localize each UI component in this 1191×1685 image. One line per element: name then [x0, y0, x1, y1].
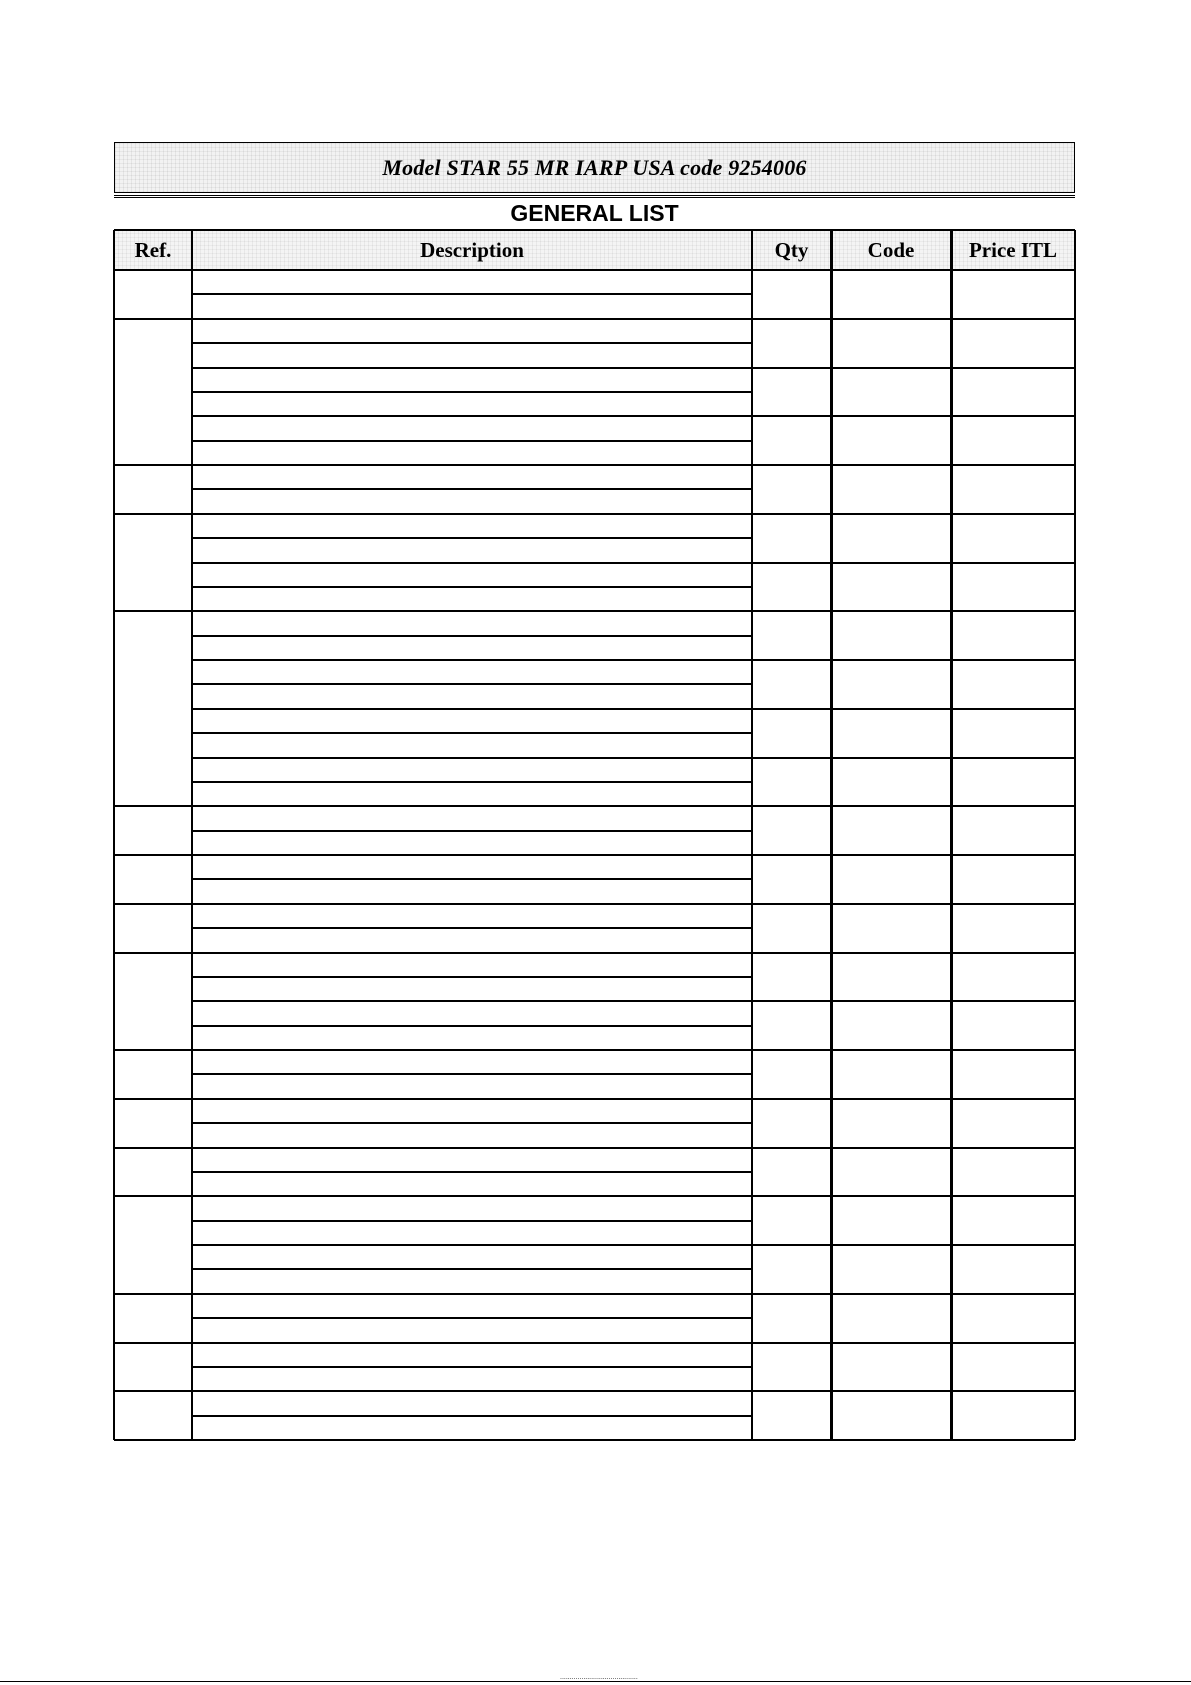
description-line — [196, 831, 748, 855]
table-right-border — [1074, 230, 1076, 1440]
ref-cell — [118, 514, 188, 612]
qty-cell — [756, 1050, 827, 1099]
price-cell — [955, 563, 1071, 612]
qty-cell — [756, 1148, 827, 1197]
description-line — [196, 1391, 748, 1415]
ref-cell — [118, 953, 188, 1051]
description-line — [196, 1416, 748, 1440]
price-cell — [955, 368, 1071, 417]
description-line — [196, 879, 748, 903]
description-line — [196, 1026, 748, 1050]
price-cell — [955, 953, 1071, 1002]
description-line — [196, 489, 748, 513]
qty-cell — [756, 465, 827, 514]
list-title: GENERAL LIST — [510, 200, 679, 226]
model-title: Model STAR 55 MR IARP USA code 9254006 — [382, 154, 807, 180]
description-line — [196, 368, 748, 392]
ref-cell — [118, 855, 188, 904]
footer-text: ........................................ — [560, 1674, 638, 1681]
qty-cell — [756, 514, 827, 563]
ref-cell — [118, 611, 188, 806]
code-cell — [835, 758, 947, 807]
code-cell — [835, 270, 947, 319]
code-cell — [835, 953, 947, 1002]
code-cell — [835, 319, 947, 368]
code-cell — [835, 1099, 947, 1148]
description-line — [196, 806, 748, 830]
qty-cell — [756, 904, 827, 953]
qty-cell — [756, 416, 827, 465]
price-cell — [955, 1148, 1071, 1197]
description-line — [196, 684, 748, 708]
column-header-price: Price ITL — [951, 230, 1075, 270]
price-cell — [955, 1001, 1071, 1050]
price-cell — [955, 514, 1071, 563]
price-cell — [955, 1245, 1071, 1294]
column-header-ref: Ref. — [114, 230, 192, 270]
description-line — [196, 733, 748, 757]
column-header-qty: Qty — [752, 230, 831, 270]
description-line — [196, 928, 748, 952]
description-line — [196, 660, 748, 684]
ref-cell — [118, 319, 188, 465]
price-cell — [955, 660, 1071, 709]
qty-cell — [756, 368, 827, 417]
code-cell — [835, 611, 947, 660]
parts-table — [114, 230, 1075, 1439]
description-line — [196, 855, 748, 879]
description-line — [196, 1123, 748, 1147]
code-cell — [835, 465, 947, 514]
code-cell — [835, 1343, 947, 1392]
code-cell — [835, 904, 947, 953]
code-cell — [835, 1196, 947, 1245]
column-rule-qty — [830, 230, 833, 1440]
code-cell — [835, 806, 947, 855]
qty-cell — [756, 319, 827, 368]
column-rule-ref — [191, 230, 193, 1440]
qty-cell — [756, 709, 827, 758]
description-line — [196, 1343, 748, 1367]
ref-cell — [118, 465, 188, 514]
description-line — [196, 1099, 748, 1123]
code-cell — [835, 416, 947, 465]
footer-rule — [0, 1681, 1191, 1682]
description-line — [196, 1221, 748, 1245]
price-cell — [955, 806, 1071, 855]
description-line — [196, 294, 748, 318]
ref-cell — [118, 1294, 188, 1343]
description-line — [196, 709, 748, 733]
price-cell — [955, 709, 1071, 758]
code-cell — [835, 1001, 947, 1050]
description-line — [196, 416, 748, 440]
price-cell — [955, 758, 1071, 807]
ref-cell — [118, 1099, 188, 1148]
description-line — [196, 392, 748, 416]
model-title-banner — [114, 142, 1075, 193]
description-line — [196, 1074, 748, 1098]
ref-cell — [118, 1050, 188, 1099]
qty-cell — [756, 660, 827, 709]
qty-cell — [756, 563, 827, 612]
code-cell — [835, 563, 947, 612]
description-line — [196, 343, 748, 367]
qty-cell — [756, 270, 827, 319]
qty-cell — [756, 1196, 827, 1245]
price-cell — [955, 416, 1071, 465]
qty-cell — [756, 611, 827, 660]
description-line — [196, 587, 748, 611]
qty-cell — [756, 806, 827, 855]
qty-cell — [756, 1294, 827, 1343]
description-line — [196, 782, 748, 806]
code-cell — [835, 1391, 947, 1440]
price-cell — [955, 1196, 1071, 1245]
price-cell — [955, 319, 1071, 368]
qty-cell — [756, 1343, 827, 1392]
ref-cell — [118, 904, 188, 953]
price-cell — [955, 1391, 1071, 1440]
description-line — [196, 270, 748, 294]
column-header-code: Code — [831, 230, 951, 270]
description-line — [196, 1245, 748, 1269]
description-line — [196, 1318, 748, 1342]
qty-cell — [756, 1001, 827, 1050]
column-rule-code — [950, 230, 953, 1440]
title-rule-1 — [114, 195, 1075, 196]
code-cell — [835, 1245, 947, 1294]
code-cell — [835, 1148, 947, 1197]
description-line — [196, 538, 748, 562]
qty-cell — [756, 953, 827, 1002]
description-line — [196, 465, 748, 489]
description-line — [196, 636, 748, 660]
qty-cell — [756, 1245, 827, 1294]
table-top-border — [114, 229, 1075, 231]
description-line — [196, 1001, 748, 1025]
price-cell — [955, 465, 1071, 514]
description-line — [196, 611, 748, 635]
description-line — [196, 441, 748, 465]
price-cell — [955, 1050, 1071, 1099]
price-cell — [955, 270, 1071, 319]
table-left-border — [113, 230, 115, 1440]
ref-cell — [118, 270, 188, 319]
description-line — [196, 953, 748, 977]
price-cell — [955, 1343, 1071, 1392]
code-cell — [835, 368, 947, 417]
ref-cell — [118, 1343, 188, 1392]
code-cell — [835, 709, 947, 758]
column-header-description: Description — [192, 230, 752, 270]
code-cell — [835, 855, 947, 904]
column-rule-description — [751, 230, 753, 1440]
price-cell — [955, 1099, 1071, 1148]
description-line — [196, 1172, 748, 1196]
qty-cell — [756, 1391, 827, 1440]
code-cell — [835, 1294, 947, 1343]
code-cell — [835, 514, 947, 563]
description-line — [196, 1269, 748, 1293]
description-line — [196, 904, 748, 928]
code-cell — [835, 660, 947, 709]
description-line — [196, 319, 748, 343]
ref-cell — [118, 806, 188, 855]
price-cell — [955, 1294, 1071, 1343]
description-line — [196, 758, 748, 782]
description-line — [196, 1294, 748, 1318]
price-cell — [955, 855, 1071, 904]
description-line — [196, 1148, 748, 1172]
description-line — [196, 1367, 748, 1391]
ref-cell — [118, 1391, 188, 1440]
qty-cell — [756, 758, 827, 807]
description-line — [196, 1050, 748, 1074]
qty-cell — [756, 855, 827, 904]
price-cell — [955, 904, 1071, 953]
description-line — [196, 514, 748, 538]
ref-cell — [118, 1196, 188, 1294]
qty-cell — [756, 1099, 827, 1148]
description-line — [196, 977, 748, 1001]
ref-cell — [118, 1148, 188, 1197]
description-line — [196, 1196, 748, 1220]
price-cell — [955, 611, 1071, 660]
code-cell — [835, 1050, 947, 1099]
description-line — [196, 563, 748, 587]
